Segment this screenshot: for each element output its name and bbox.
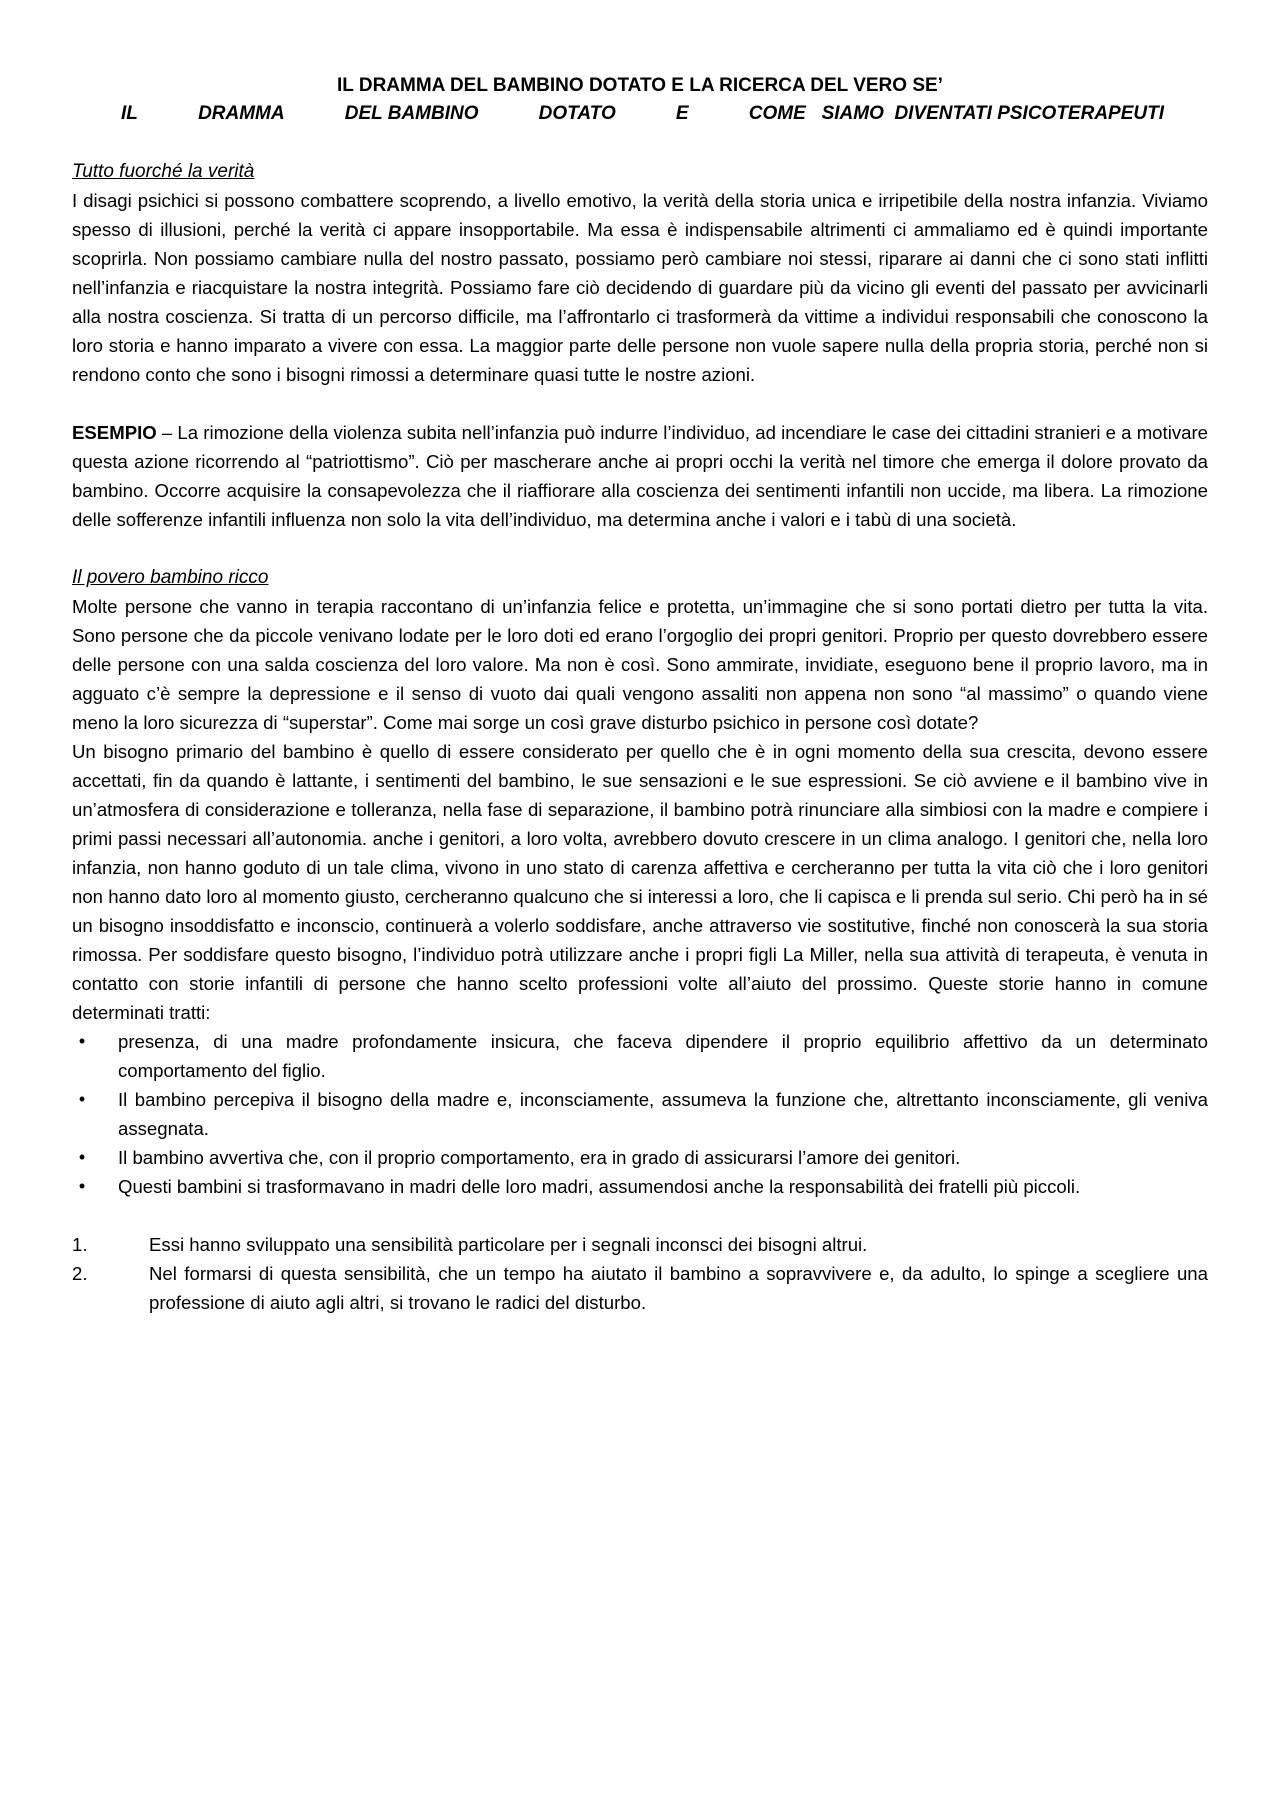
subtitle-word: E (675, 103, 689, 124)
esempio-text: – La rimozione della violenza subita nell’infanzia può indurre l’individuo, ad incendiare le case dei cittadini stranieri e a motivare questa azione ricorrendo al “patriottismo”. Ciò per mascherare anche ai propri occhi la verità nel timore che emerga il dolore provato da bambino. Occorre acquisire la consapevolezza che il riaffiorare alla coscienza dei sentimenti infantili non uccide, ma libera. La rimozione delle sofferenze infantili influenza non solo la vita dell’individuo, ma determina anche i valori e i tabù di una società. (72, 422, 1208, 530)
traits-bullet-list (72, 1027, 1208, 1201)
bullet-icon: • (78, 1031, 86, 1051)
subtitle-word: DRAMMA (198, 103, 285, 124)
document-page (72, 72, 1208, 1317)
subtitle-word: DOTATO (538, 103, 616, 124)
list-item-text: Il bambino percepiva il bisogno della madre e, inconsciamente, assumeva la funzione che, altrettanto inconsciamente, gli veniva assegnata. (118, 1089, 1208, 1139)
item-number: 2. (72, 1263, 88, 1284)
paragraph-verita: I disagi psichici si possono combattere scoprendo, a livello emotivo, la verità della storia unica e irripetibile della nostra infanzia. Viviamo spesso di illusioni, perché la verità ci appare insopportabile. Ma essa è indispensabile altrimenti ci ammaliamo ed è quindi importante scoprirla. Non possiamo cambiare nulla del nostro passato, possiamo però cambiare noi stessi, riparare ai danni che ci sono stati inflitti nell’infanzia e riacquistare la nostra integrità. Possiamo fare ciò decidendo di guardare più da vicino gli eventi del passato per avvicinarli alla nostra coscienza. Si tratta di un percorso difficile, ma l’affrontarlo ci trasformerà da vittime a individui responsabili che conoscono la loro storia e hanno imparato a vivere con essa. La maggior parte delle persone non vuole sapere nulla della propria storia, perché non si rendono conto che sono i bisogni rimossi a determinare quasi tutte le nostre azioni. (72, 190, 1208, 385)
subtitle-word: IL (121, 103, 138, 124)
numbered-item (72, 1259, 1208, 1317)
subtitle-word-come: COME (748, 103, 806, 124)
section-heading-bambino-ricco: Il povero bambino ricco (72, 567, 269, 588)
document-title: IL DRAMMA DEL BAMBINO DOTATO E LA RICERCA DEL VERO SE’ (337, 75, 943, 96)
list-item-text: presenza, di una madre profondamente insicura, che faceva dipendere il proprio equilibrio affettivo da un determinato comportamento del figlio. (118, 1031, 1208, 1081)
list-item-text: Questi bambini si trasformavano in madri delle loro madri, assumendosi anche la responsabilità dei fratelli più piccoli. (118, 1176, 1081, 1197)
document-subtitle (72, 100, 1208, 128)
spacer (72, 1201, 1208, 1230)
paragraph-bambino-ricco-1: Molte persone che vanno in terapia raccontano di un’infanzia felice e protetta, un’immagine che si sono portati dietro per tutta la vita. Sono persone che da piccole venivano lodate per le loro doti ed erano l’orgoglio dei propri genitori. Proprio per questo dovrebbero essere delle persone con una salda coscienza del loro valore. Ma non è così. Sono ammirate, invidiate, eseguono bene il proprio lavoro, ma in agguato c’è sempre la depressione e il senso di vuoto dai quali vengono assaliti non appena non sono “al massimo” o quando viene meno la loro sicurezza di “superstar”. Come mai sorge un così grave disturbo psichico in persone così dotate? (72, 596, 1208, 733)
list-item (72, 1085, 1208, 1143)
subtitle-word: DEL BAMBINO (344, 103, 479, 124)
list-item (72, 1143, 1208, 1172)
paragraph-esempio (72, 418, 1208, 534)
paragraph-bambino-ricco-2: Un bisogno primario del bambino è quello di essere considerato per quello che è in ogni momento della sua crescita, devono essere accettati, fin da quando è lattante, i sentimenti del bambino, le sue sensazioni e le sue espressioni. Se ciò avviene e il bambino vive in un’atmosfera di considerazione e tolleranza, nella fase di separazione, il bambino potrà rinunciare alla simbiosi con la madre e compiere i primi passi necessari all’autonomia. anche i genitori, a loro volta, avrebbero dovuto crescere in un clima analogo. I genitori che, nella loro infanzia, non hanno goduto di un tale clima, vivono in uno stato di carenza affettiva e cercheranno per tutta la vita ciò che i loro genitori non hanno dato loro al momento giusto, cercheranno qualcuno che si interessi a loro, che li capisca e li prenda sul serio. Chi però ha in sé un bisogno insoddisfatto e inconscio, continuerà a volerlo soddisfare, anche attraverso vie sostitutive, finché non conoscerà la sua storia rimossa. Per soddisfare questo bisogno, l’individuo potrà utilizzare anche i propri figli La Miller, nella sua attività di terapeuta, è venuta in contatto con storie infantili di persone che hanno scelto professioni volte all’aiuto del prossimo. Queste storie hanno in comune determinati tratti: (72, 741, 1208, 1023)
bullet-icon: • (78, 1147, 86, 1167)
esempio-label: ESEMPIO (72, 422, 157, 443)
numbered-item-text: Essi hanno sviluppato una sensibilità particolare per i segnali inconsci dei bisogni altrui. (149, 1234, 868, 1255)
subtitle-word-diventati: DIVENTATI PSICOTERAPEUTI (894, 103, 1164, 124)
list-item (72, 1027, 1208, 1085)
list-item-text: Il bambino avvertiva che, con il proprio comportamento, era in grado di assicurarsi l’amore dei genitori. (118, 1147, 961, 1168)
bullet-icon: • (78, 1089, 86, 1109)
subtitle-word (749, 100, 1164, 128)
numbered-item (72, 1230, 1208, 1259)
spacer (72, 389, 1208, 418)
list-item (72, 1172, 1208, 1201)
section-heading-verita: Tutto fuorché la verità (72, 161, 255, 182)
item-number: 1. (72, 1234, 88, 1255)
numbered-list (72, 1230, 1208, 1317)
subtitle-word-siamo: SIAMO (821, 103, 884, 124)
bullet-icon: • (78, 1176, 86, 1196)
numbered-item-text: Nel formarsi di questa sensibilità, che un tempo ha aiutato il bambino a sopravvivere e, da adulto, lo spinge a scegliere una professione di aiuto agli altri, si trovano le radici del disturbo. (149, 1263, 1208, 1313)
